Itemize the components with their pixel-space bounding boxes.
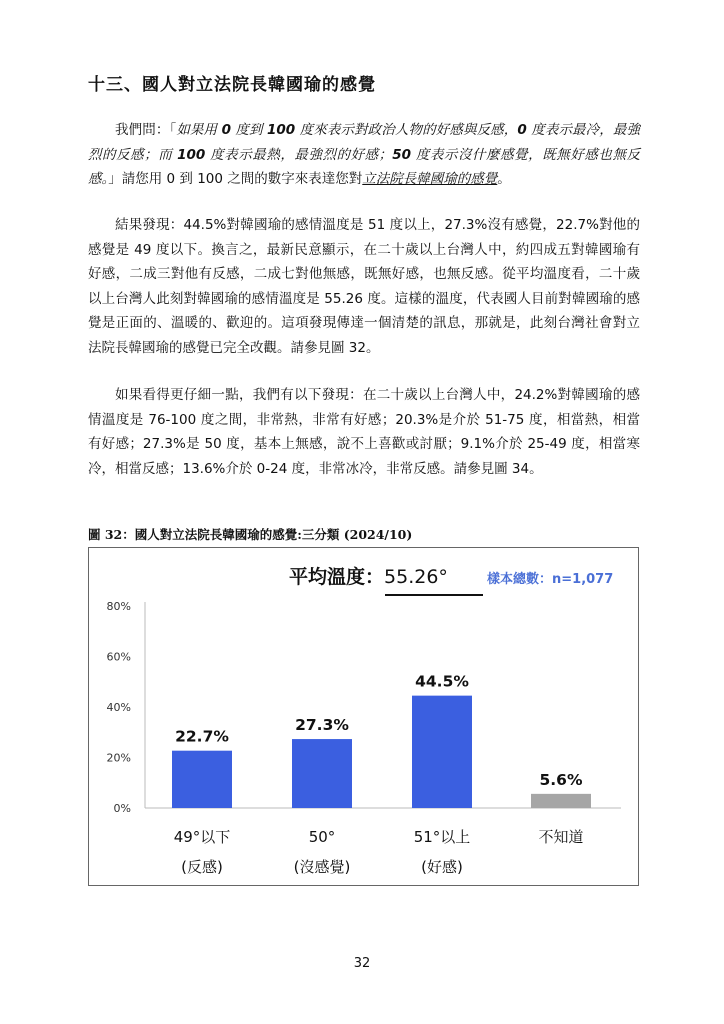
- question-paragraph: 我們問：「如果用 0 度到 100 度來表示對政治人物的好感與反感，0 度表示最冷，最強烈的反感；而 100 度表示最熱，最強烈的好感；50 度表示沒什麼感覺，既無好感也無反感。」請您用 0 到 100 之間的數字來表達您對立法院長韓國瑜的感覺。: [88, 122, 641, 187]
- category-label: (反感): [181, 858, 223, 876]
- page-number: 32: [353, 956, 371, 971]
- average-value: 55.26°: [384, 566, 448, 588]
- category-label: 49°以下: [173, 828, 231, 846]
- category-label: (沒感覺): [293, 858, 351, 876]
- y-tick-label: 60%: [106, 650, 131, 664]
- sample-size: 樣本總數：n=1,077: [487, 572, 614, 587]
- question-text: 如果用 0 度到 100 度來表示對政治人物的好感與反感，0 度表示最冷，最強烈的反感；而 100 度表示最熱，最強烈的好感；50 度表示沒什麼感覺，既無好感也無反感。: [88, 122, 641, 187]
- y-tick-label: 20%: [106, 751, 131, 765]
- bar-value-label: 22.7%: [175, 727, 229, 746]
- category-label: 不知道: [538, 828, 584, 846]
- bar-value-label: 27.3%: [295, 716, 349, 735]
- bar: [172, 751, 232, 808]
- bar-chart: [89, 548, 637, 884]
- question-tail: 」請您用 0 到 100 之間的數字來表達您對: [108, 171, 363, 187]
- category-label: 50°: [308, 828, 336, 846]
- average-temperature: 平均溫度：55.26°: [289, 566, 448, 588]
- question-target: 立法院長韓國瑜的感覺: [362, 171, 498, 187]
- bar: [531, 794, 591, 808]
- category-label: (好感): [421, 858, 463, 876]
- detail-paragraph: 如果看得更仔細一點，我們有以下發現：在二十歲以上台灣人中，24.2%對韓國瑜的感情溫度是 76-100 度之間，非常熱，非常有好感；20.3%是介於 51-75 度，相當熱，相當有好感；27.3%是 50 度，基本上無感，說不上喜歡或討厭；9.1%介於 25-49 度，相當寒冷，相當反感；13.6%介於 0-24 度，非常冰冷，非常反感。請參見圖 34。: [88, 387, 640, 477]
- y-tick-label: 80%: [106, 600, 131, 613]
- bar: [292, 739, 352, 808]
- results-paragraph: 結果發現：44.5%對韓國瑜的感情溫度是 51 度以上，27.3%沒有感覺，22.7%對他的感覺是 49 度以下。換言之，最新民意顯示，在二十歲以上台灣人中，約四成五對韓國瑜有好感，二成三對他有反感，二成七對他無感，既無好感，也無反感。從平均溫度看，二十歲以上台灣人此刻對韓國瑜的感情溫度是 55.26 度。這樣的溫度，代表國人目前對韓國瑜的感覺是正面的、溫暖的、歡迎的。這項發現傳達一個清楚的訊息，那就是，此刻台灣社會對立法院長韓國瑜的感覺已完全改觀。請參見圖 32。: [88, 217, 640, 356]
- section-title: 十三、國人對立法院長韓國瑜的感覺: [88, 75, 376, 95]
- y-tick-label: 40%: [106, 701, 131, 714]
- question-lead: 我們問：「: [115, 122, 177, 138]
- figure-caption: 圖 32：國人對立法院長韓國瑜的感覺:三分類 (2024/10): [88, 527, 413, 542]
- bar-value-label: 5.6%: [539, 770, 583, 789]
- chart-frame: [88, 547, 639, 886]
- bar: [412, 696, 472, 808]
- category-label: 51°以上: [413, 828, 471, 846]
- y-tick-label: 0%: [113, 802, 131, 815]
- bar-value-label: 44.5%: [415, 672, 469, 691]
